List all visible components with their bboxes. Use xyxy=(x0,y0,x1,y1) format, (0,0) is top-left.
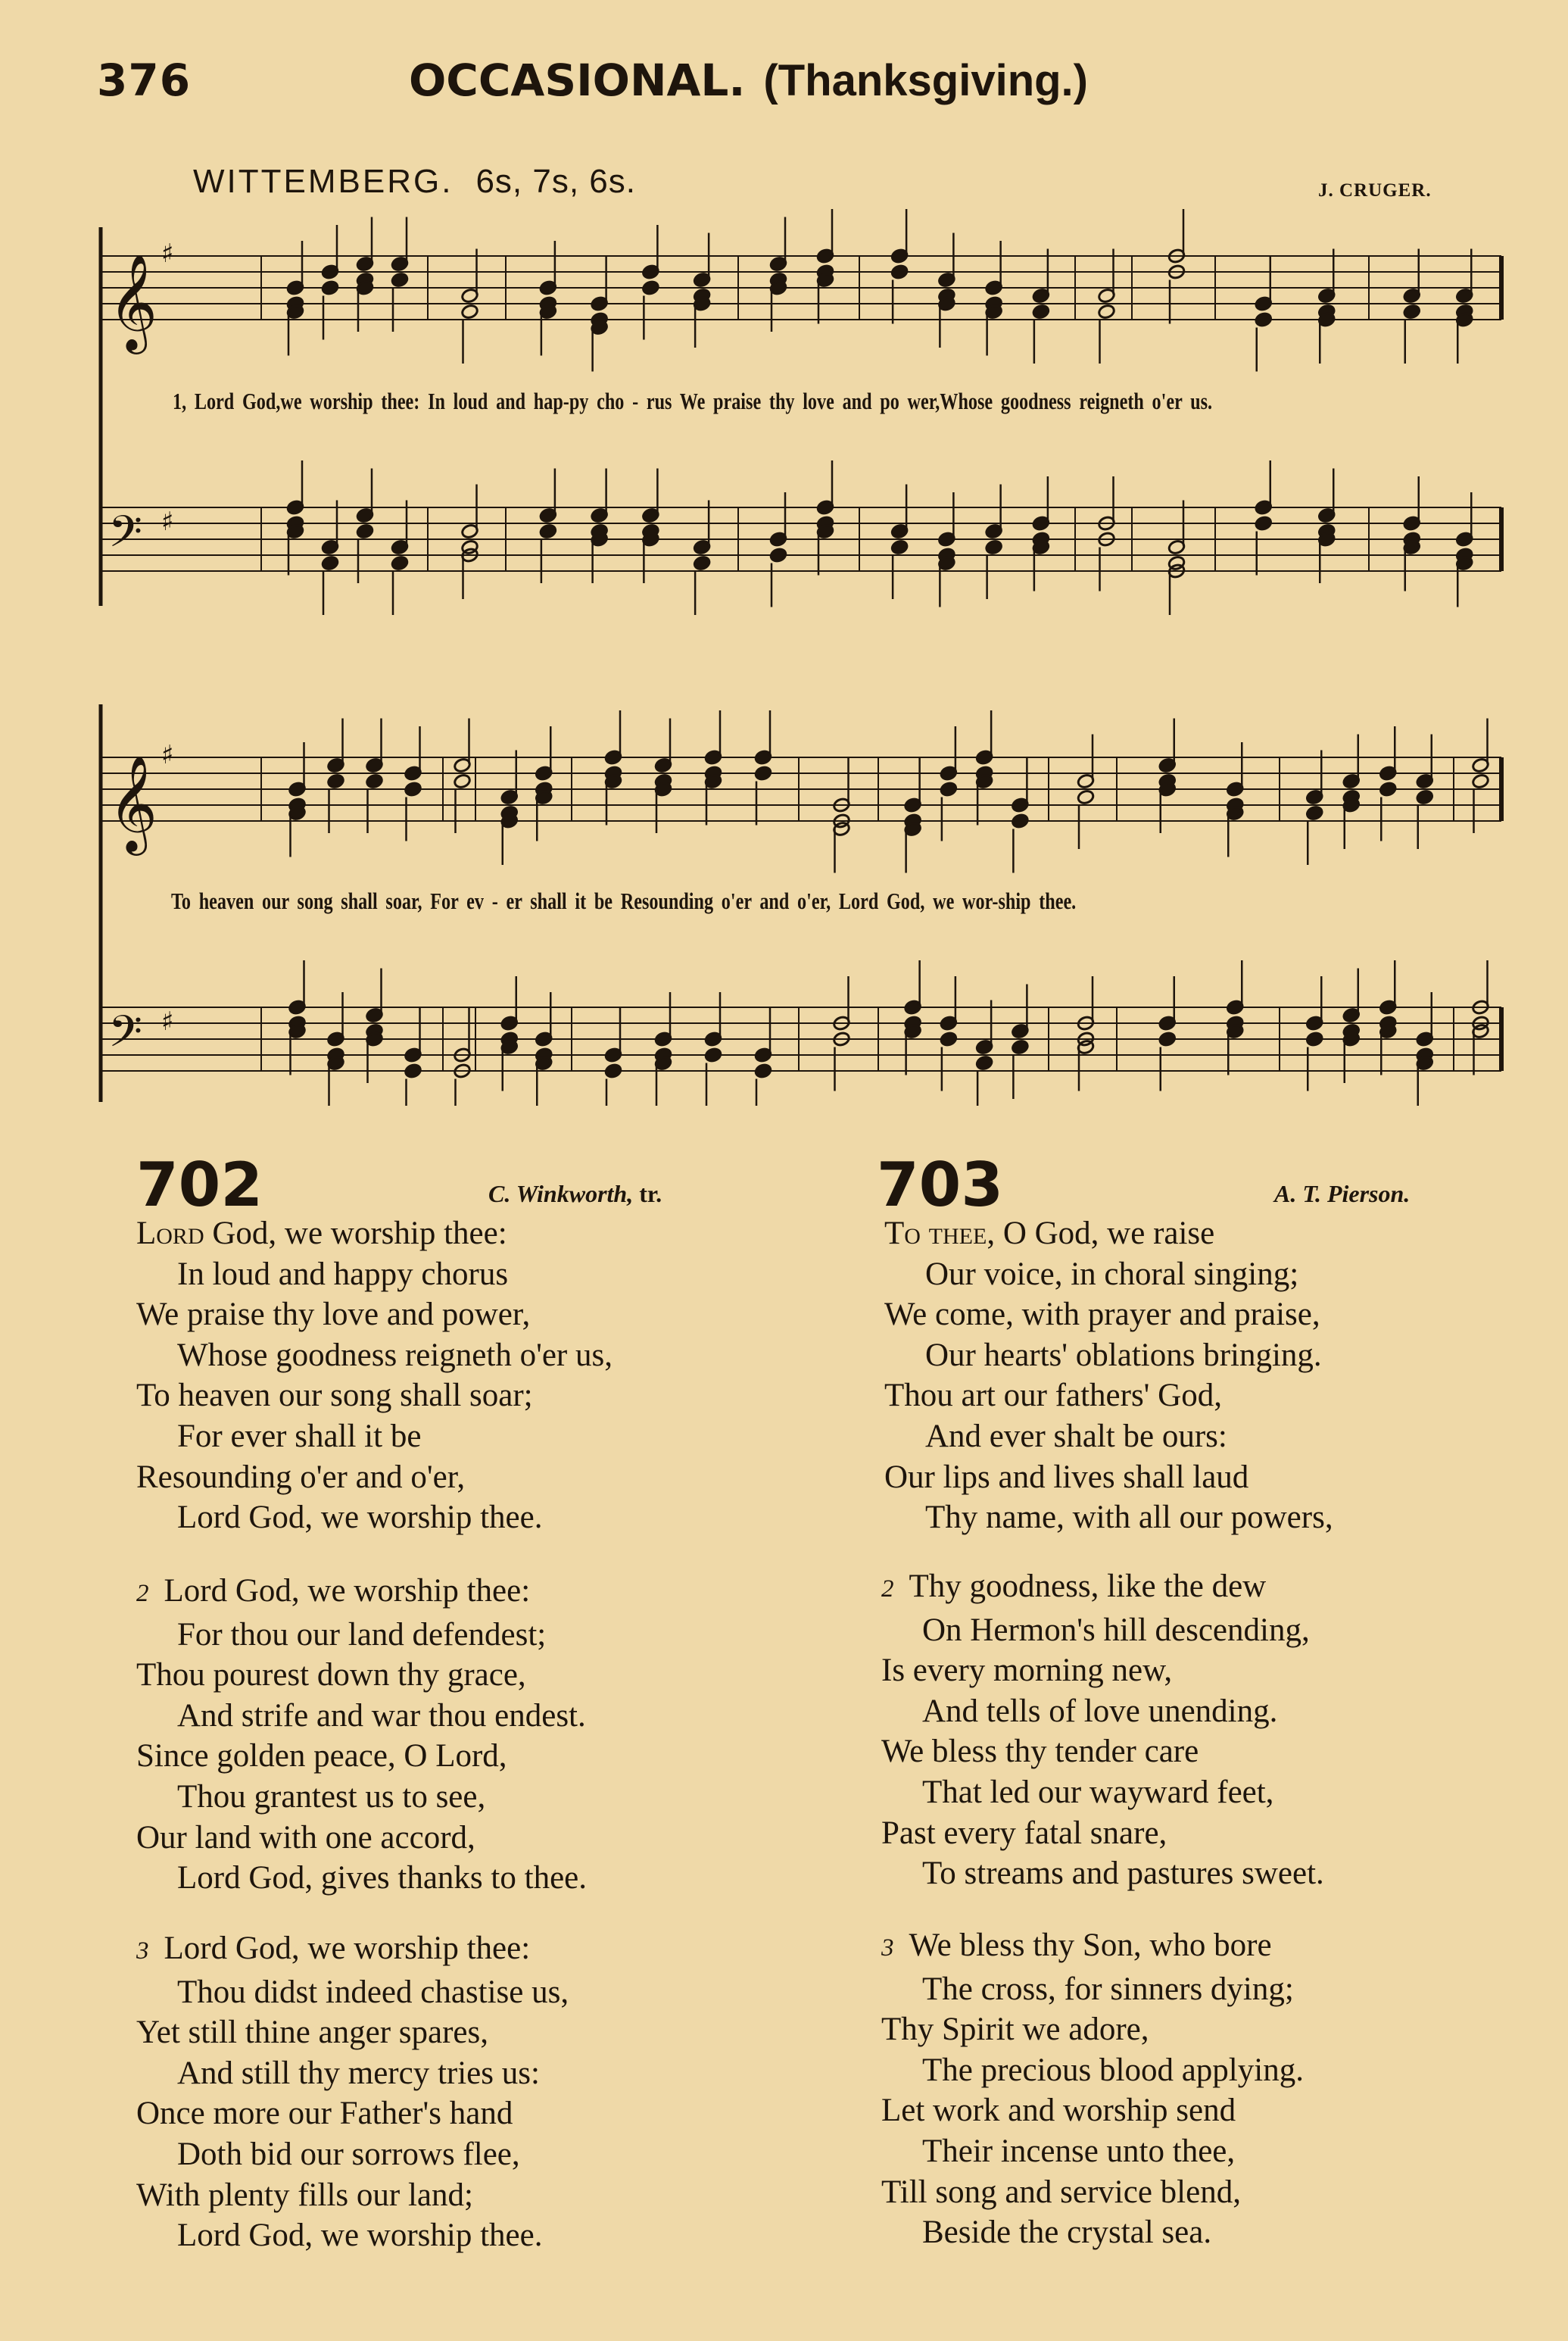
note-head xyxy=(1011,813,1029,829)
note-head xyxy=(1032,304,1050,320)
note-head xyxy=(366,773,384,789)
verse-line: Once more our Father's hand xyxy=(136,2096,513,2132)
verse-line: Thy Spirit we adore, xyxy=(881,2012,1149,2048)
note-head xyxy=(769,548,787,563)
sharp-icon: ♯ xyxy=(161,740,174,770)
verse-line: Our hearts' oblations bringing. xyxy=(925,1337,1322,1373)
verse-line xyxy=(136,1928,569,1972)
verse-line: Their incense unto thee, xyxy=(922,2133,1236,2169)
verse-line xyxy=(881,1925,1304,1969)
note-head xyxy=(754,1063,772,1079)
note-head xyxy=(975,1055,993,1071)
line-text: Thy goodness, like the dew xyxy=(909,1568,1267,1604)
verse-line: With plenty fills our land; xyxy=(136,2177,473,2213)
small-caps-opening: To thee, xyxy=(884,1216,996,1251)
verse-line: Lord God, gives thanks to thee. xyxy=(177,1860,587,1896)
verse-line: Is every morning new, xyxy=(881,1653,1173,1689)
verse-number: 3 xyxy=(136,1937,149,1965)
line-text: O God, we raise xyxy=(995,1216,1215,1251)
verse-line: The cross, for sinners dying; xyxy=(922,1971,1294,2007)
verse-line: Resounding o'er and o'er, xyxy=(136,1459,466,1495)
line-text: Lord God, we worship thee: xyxy=(164,1931,531,1966)
verse-line: For ever shall it be xyxy=(177,1418,422,1454)
author-name: A. T. Pierson. xyxy=(1274,1180,1411,1207)
note-head xyxy=(391,272,409,288)
note-head xyxy=(539,523,557,539)
hymn-702-verse-3 xyxy=(136,1928,569,2256)
note-head xyxy=(890,264,909,280)
note-head xyxy=(890,539,909,555)
author-name: C. Winkworth, xyxy=(488,1180,634,1207)
note-head xyxy=(321,280,339,296)
note-head xyxy=(356,523,374,539)
verse-line xyxy=(136,1213,613,1254)
verse-line xyxy=(136,1571,587,1615)
verse-line: Let work and worship send xyxy=(881,2093,1236,2129)
note-head xyxy=(1416,789,1434,805)
verse-line: And ever shalt be ours: xyxy=(925,1418,1227,1454)
note-head xyxy=(1255,312,1273,328)
hymn-number-703: 703 xyxy=(877,1150,1003,1220)
verse-line: Lord God, we worship thee. xyxy=(177,1500,543,1536)
verse-line: Doth bid our sorrows flee, xyxy=(177,2136,520,2172)
verse-line: That led our wayward feet, xyxy=(922,1774,1274,1810)
verse-line: And still thy mercy tries us: xyxy=(177,2055,540,2091)
verse-line: Our voice, in choral singing; xyxy=(925,1256,1299,1292)
system2-lyrics: To heaven our song shall soar, For ev - er shall it be Resounding o'er and o'er, Lord God, we wor-ship thee. xyxy=(171,888,1077,914)
line-text: We bless thy Son, who bore xyxy=(909,1927,1272,1963)
hymn-702-verse-2 xyxy=(136,1571,587,1899)
score-drawing xyxy=(101,209,1501,1106)
verse-line: We bless thy tender care xyxy=(881,1734,1199,1770)
note-head xyxy=(391,555,409,571)
line-text: God, we worship thee: xyxy=(204,1216,507,1251)
verse-number: 2 xyxy=(136,1580,149,1607)
note-head xyxy=(327,773,345,789)
verse-line: To heaven our song shall soar; xyxy=(136,1378,533,1414)
section-subtitle: (Thanksgiving.) xyxy=(763,56,1088,105)
note-head xyxy=(704,1047,722,1063)
tune-name: WITTEMBERG. xyxy=(193,163,454,200)
note-head xyxy=(1255,516,1273,532)
author-suffix: tr. xyxy=(639,1180,662,1207)
treble-clef-icon: 𝄞 xyxy=(108,754,158,851)
hymn-703-verse-2 xyxy=(881,1566,1324,1894)
hymn-number-702: 702 xyxy=(136,1150,263,1220)
tune-meter: 6s, 7s, 6s. xyxy=(475,163,636,200)
verse-line xyxy=(881,1566,1324,1610)
sharp-icon: ♯ xyxy=(161,507,174,537)
verse-line: Thou pourest down thy grace, xyxy=(136,1657,526,1693)
note-head xyxy=(985,539,1003,555)
verse-line xyxy=(884,1213,1333,1254)
verse-line: Thy name, with all our powers, xyxy=(925,1500,1333,1536)
bass-clef-icon: 𝄢 xyxy=(108,506,143,568)
note-head xyxy=(321,555,339,571)
note-head xyxy=(1403,304,1421,320)
system1-lyrics: 1, Lord God,we worship thee: In loud and hap-py cho - rus We praise thy love and po wer,Whose goodness reigneth o'er us. xyxy=(173,388,1213,414)
note-head xyxy=(404,782,422,798)
section-title: OCCASIONAL. xyxy=(409,55,746,106)
verse-line: Thou didst indeed chastise us, xyxy=(177,1974,569,2010)
verse-number: 2 xyxy=(881,1575,894,1603)
note-head xyxy=(693,555,711,571)
note-head xyxy=(641,280,659,296)
verse-line: And tells of love unending. xyxy=(922,1693,1278,1729)
hymn-703-verse-1 xyxy=(884,1213,1333,1538)
tune-composer: J. CRUGER. xyxy=(1318,180,1432,201)
verse-line: Thou art our fathers' God, xyxy=(884,1378,1222,1414)
verse-line: Our lips and lives shall laud xyxy=(884,1459,1249,1495)
verse-line: Since golden peace, O Lord, xyxy=(136,1738,507,1774)
note-head xyxy=(1011,1039,1029,1055)
verse-line: To streams and pastures sweet. xyxy=(922,1856,1324,1892)
note-head xyxy=(604,1063,622,1079)
verse-line: In loud and happy chorus xyxy=(177,1256,509,1292)
treble-clef-icon: 𝄞 xyxy=(108,253,158,350)
note-head xyxy=(754,766,772,782)
verse-line: Lord God, we worship thee. xyxy=(177,2218,543,2254)
note-head xyxy=(1379,782,1397,798)
note-head xyxy=(940,1032,958,1047)
note-head xyxy=(1158,1032,1177,1047)
small-caps-opening: Lord xyxy=(136,1216,204,1251)
verse-line: Whose goodness reigneth o'er us, xyxy=(177,1337,613,1373)
verse-line: Thou grantest us to see, xyxy=(177,1778,486,1815)
hymn-703-verse-3 xyxy=(881,1925,1304,2253)
verse-line: Till song and service blend, xyxy=(881,2174,1241,2210)
sharp-icon: ♯ xyxy=(161,239,174,269)
note-head xyxy=(454,773,472,789)
hymn-702-verse-1 xyxy=(136,1213,613,1538)
verse-line: On Hermon's hill descending, xyxy=(922,1612,1310,1648)
sharp-icon: ♯ xyxy=(161,1007,174,1037)
page-number: 376 xyxy=(97,55,192,106)
note-head xyxy=(1098,304,1116,320)
note-head xyxy=(461,304,479,320)
note-head xyxy=(404,1063,422,1079)
verse-line: Yet still thine anger spares, xyxy=(136,2015,488,2051)
hymn-author-703 xyxy=(1274,1180,1410,1208)
note-head xyxy=(1472,773,1490,789)
verse-line: For thou our land defendest; xyxy=(177,1616,547,1653)
verse-line: Past every fatal snare, xyxy=(881,1815,1167,1851)
note-head xyxy=(940,782,958,798)
line-text: Lord God, we worship thee: xyxy=(164,1573,531,1609)
verse-line: Our land with one accord, xyxy=(136,1819,475,1856)
verse-number: 3 xyxy=(881,1934,894,1962)
note-head xyxy=(1305,1032,1323,1047)
verse-line: The precious blood applying. xyxy=(922,2052,1304,2088)
note-head xyxy=(1305,805,1323,821)
verse-line: Beside the crystal sea. xyxy=(922,2215,1212,2251)
hymn-author-702 xyxy=(488,1180,662,1208)
bass-clef-icon: 𝄢 xyxy=(108,1006,143,1068)
music-score xyxy=(0,0,1568,1106)
note-head xyxy=(1077,789,1095,805)
verse-line: We praise thy love and power, xyxy=(136,1297,531,1333)
verse-line: We come, with prayer and praise, xyxy=(884,1297,1320,1333)
verse-line: And strife and war thou endest. xyxy=(177,1697,586,1734)
